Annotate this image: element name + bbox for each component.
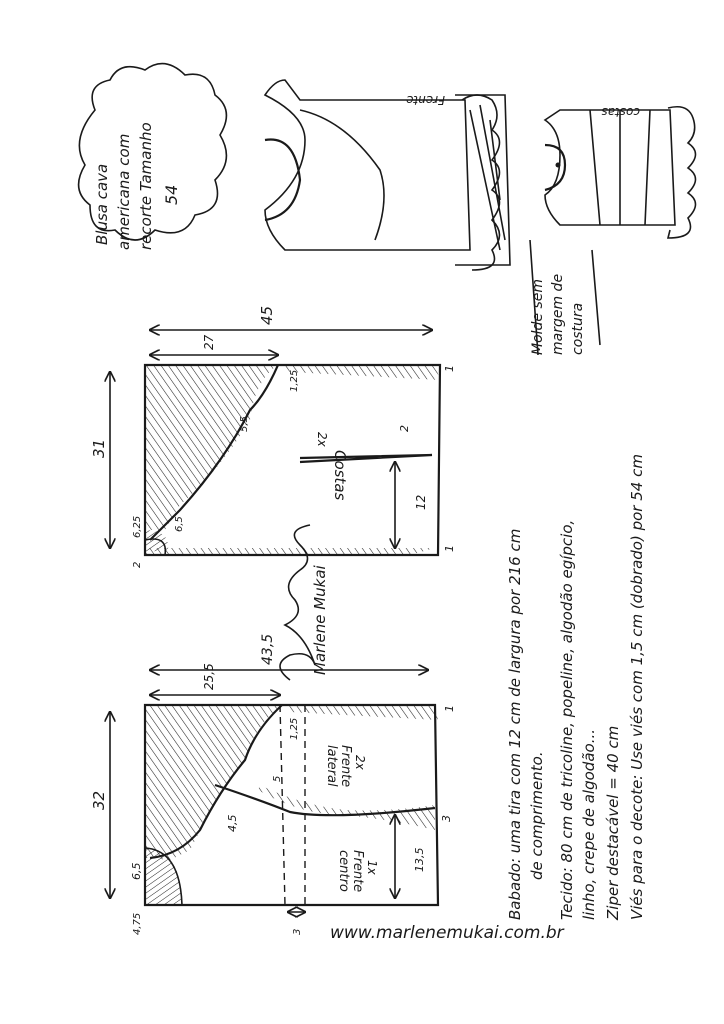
note-line3: costura <box>570 302 586 355</box>
back-piece-count: 2x <box>315 432 329 447</box>
signature-text: Marlene Mukai <box>311 565 329 675</box>
front-dim-shoulder: 1,25 <box>289 717 300 740</box>
note-vies: Viés para o decote: Use viés com 1,5 cm (dobrado) por 54 cm <box>628 454 646 920</box>
back-dim-shoulder: 1,25 <box>289 369 300 392</box>
back-dim-dart-depth: 2 <box>398 425 411 432</box>
back-dim-armhole-depth: 5,5 <box>239 416 250 432</box>
front-dim-seam-mark: 3 <box>440 815 453 822</box>
garment-back-sketch <box>545 105 696 238</box>
garment-front-sketch <box>265 80 510 270</box>
front-dim-armhole: 25,5 <box>202 663 216 690</box>
front-dim-armhole-depth: 5 <box>272 775 283 782</box>
back-dim-neck-top: 6,25 <box>132 515 143 538</box>
note-ziper: Ziper destacável = 40 cm <box>604 725 622 920</box>
note-tecido: Tecido: 80 cm de tricoline, popeline, algodão egípcio, <box>558 519 576 920</box>
back-dim-hem-right: 1 <box>443 545 456 552</box>
title-line2: americana com <box>115 133 133 250</box>
note-line1: Molde sem <box>530 278 546 355</box>
front-label: Frente <box>406 93 445 107</box>
front-center-count: 1x <box>365 860 379 875</box>
front-dim-princess-curve: 4,5 <box>226 814 239 832</box>
front-dim-length: 43,5 <box>260 633 276 665</box>
back-dim-hem-left: 1 <box>443 365 456 372</box>
front-dim-hem-mark: 1 <box>443 705 456 712</box>
front-side-label: lateral <box>324 745 339 787</box>
front-side-count: 2x <box>353 755 367 770</box>
front-dim-width: 32 <box>90 790 108 810</box>
back-armhole-hatch <box>145 365 278 530</box>
back-piece-label: Costas <box>331 450 349 501</box>
back-side-hatch <box>278 365 440 380</box>
note-box <box>530 240 600 355</box>
back-dim-neck-curve: 6,5 <box>174 516 185 532</box>
front-side-sub: Frente <box>338 745 353 788</box>
front-center-label: centro <box>336 850 351 892</box>
back-dim-width: 31 <box>90 438 108 458</box>
front-pattern-piece <box>90 634 456 935</box>
back-dim-dart-pos: 12 <box>414 494 428 510</box>
note-tecido2: linho, crepe de algodão... <box>580 729 598 920</box>
back-dim-armhole: 27 <box>202 334 216 350</box>
front-dim-button-ext: 3 <box>292 928 303 935</box>
instructions <box>506 454 646 921</box>
website-text: www.marlenemukai.com.br <box>330 923 564 943</box>
back-dim-neck-side: 2 <box>132 561 143 568</box>
front-dim-neck-side: 4,75 <box>132 912 143 935</box>
back-dim-length: 45 <box>258 305 276 325</box>
back-label: costas <box>601 105 640 119</box>
back-pattern-piece <box>90 306 456 568</box>
title-line4: 54 <box>162 184 181 205</box>
title-line3: recorte Tamanho <box>137 122 155 250</box>
note-babado2: de comprimento. <box>528 751 546 880</box>
front-center-sub: Frente <box>350 850 365 893</box>
note-babado: Babado: uma tira com 12 cm de largura por 216 cm <box>506 528 524 920</box>
front-princess-hatch <box>258 785 435 830</box>
note-line2: margem de <box>550 273 566 355</box>
front-dim-center-pos: 13,5 <box>413 847 426 872</box>
title-line1: Blusa cava <box>93 163 111 245</box>
front-dim-neck-top: 6,5 <box>130 862 143 880</box>
title-cloud <box>79 64 227 250</box>
